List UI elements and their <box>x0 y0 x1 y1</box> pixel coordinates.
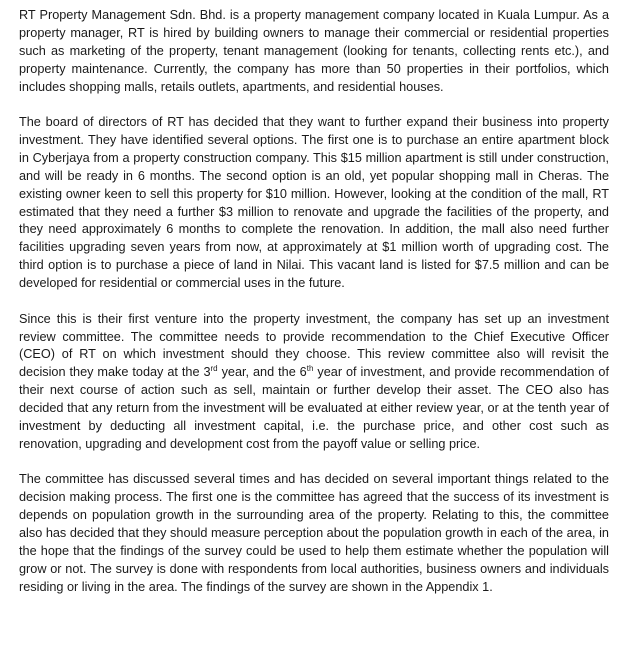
superscript-th: th <box>306 364 314 374</box>
paragraph-survey: The committee has discussed several times and has decided on several important things related to the decision making process. The first one is the committee has agreed that the success of its investment is depends on population growth in the surrounding area of the property. Relating to this, the committee also has decided that they should measure perception about the population growth in each of the area, in the hope that the findings of the survey could be used to help them estimate whether the population will grow or not. The survey is done with respondents from local authorities, business owners and individuals residing or living in the area. The findings of the survey are shown in the Appendix 1. <box>19 472 609 594</box>
paragraph-company-intro: RT Property Management Sdn. Bhd. is a property management company located in Kuala Lumpur. As a property manager, RT is hired by building owners to manage their commercial or residential properties such as marketing of the property, tenant management (looking for tenants, collecting rents etc.), and property maintenance. Currently, the company has more than 50 properties in their portfolios, which includes shopping malls, retails outlets, apartments, and residential houses. <box>19 8 609 94</box>
document-page <box>19 7 609 614</box>
paragraph-review-committee-text-a: Since this is their first venture into the property investment, the company has set up an investment review committee. The committee needs to provide recommendation to the Chief Executive Officer (CEO) of RT on which investment should they choose. This review committee also will revisit the decision they make today at the 3 <box>19 311 609 380</box>
paragraph-investment-options: The board of directors of RT has decided that they want to further expand their business into property investment. They have identified several options. The first one is to purchase an entire apartment block in Cyberjaya from a property construction company. This $15 million apartment is still under construction, and will be ready in 6 months. The second option is an old, yet popular shopping mall in Cheras. The existing owner keen to sell this property for $10 million. However, looking at the condition of the mall, RT estimated that they need a further $3 million to renovate and upgrade the facilities of the property, and they need approximately 6 months to complete the renovation. In addition, the mall also need further facilities upgrading seven years from now, at approximately at $1 million worth of upgrading cost. The third option is to purchase a piece of land in Nilai. This vacant land is listed for $7.5 million and can be developed for residential or commercial uses in the future. <box>19 115 609 291</box>
superscript-rd: rd <box>210 364 218 374</box>
paragraph-review-committee <box>19 311 609 454</box>
paragraph-review-committee-text-c: year of investment, and provide recommendation of their next course of action such as sell, maintain or further develop their asset. The CEO also has decided that any return from the investment will be evaluated at either review year, or at the tenth year of investment by deducting all investment capital, i.e. the purchase price, and other cost such as renovation, upgrading and development cost from the payoff value or selling price. <box>19 365 609 451</box>
paragraph-review-committee-text-b: year, and the 6 <box>217 365 307 380</box>
